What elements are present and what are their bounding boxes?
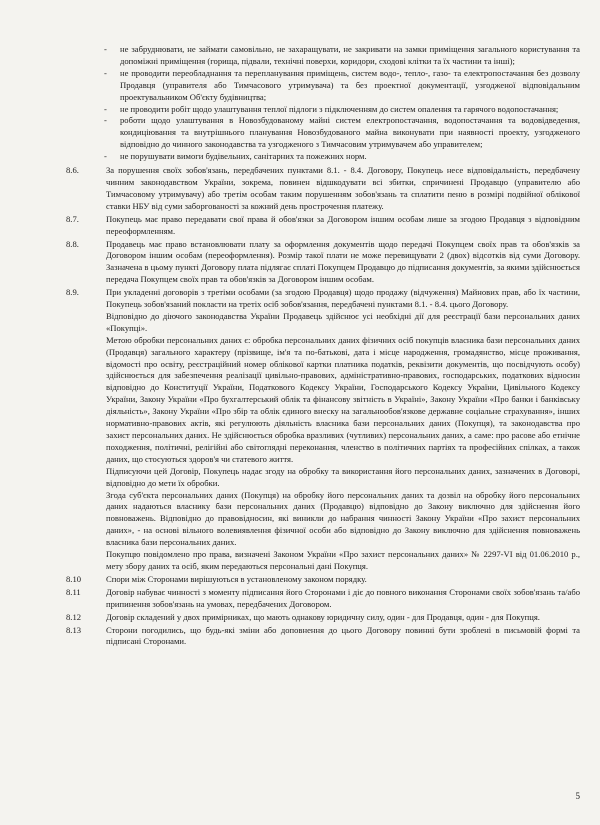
clause-number: 8.10 [66,573,82,584]
list-item: - не порушувати вимоги будівельних, санітарних та пожежних норм. [104,151,367,162]
clause-text: Спори між Сторонами вирішуються в установленому законом порядку. [106,573,367,584]
clause-8-12 [66,612,580,624]
clause-paragraph: Метою обробки персональних даних є: обробка персональних даних фізичних осіб покупців власника бази персональних даних (Продавця) загального характеру (прізвище, ім'я та по-батькові, дата і місце народження, громадянство, місце проживання, відомості про освіту, реєстраційний номер облікової картки платника податків, реквізити документів, що посвідчують особу) здійснюється для забезпечення реалізації цивільно-правових, адміністративно-правових, господарських, податкових відносин відповідно до Конституції України, Податкового Кодексу України, Господарського Кодексу України, Цивільного Кодексу України, Закону України «Про бухгалтерський облік та фінансову звітність в Україні», Закону України «Про банки і банківську діяльність», Закону України «Про збір та облік єдиного внеску на загальнообов'язкове державне соціальне страхування», інших нормативно-правових актів, які регулюють діяльність власника бази персональних даних (Покупця), та законодавства про захист персональних даних. Не здійснюється обробка вразливих (чутливих) персональних даних, а саме: про расове або етнічне походження, політичні, релігійні або світоглядні переконання, членство в політичних партіях та професійних спілках, а також даних, що стосуються здоров'я чи статевого життя. [106,334,580,464]
clause-number: 8.13 [66,624,82,635]
clause-paragraph: Згода суб'єкта персональних даних (Покупця) на обробку його персональних даних та дозвіл на обробку його персональних даних надаються власнику бази персональних даних (Продавцю) відповідно до Закону виключно для здійснення його повноважень. Відповідно до правовідносин, які виникли до набрання чинності Закону України «Про захист персональних даних», - на основі вільного волевиявлення фізичної особи або відповідно до Закону виключно для здійснення повноважень власника бази персональних даних. [106,489,580,548]
clause-text: За порушення своїх зобов'язань, передбачених пунктами 8.1. - 8.4. Договору, Покупець несе відповідальність, передбачену чинним законодавством України, зокрема, повинен відшкодувати всі збитки, спричинені Продавцю (управителю або Тимчасовому утримувачу) або третім особам таким порушенням зобов'язань та сплатити пеню в розмірі подвійної облікової ставки НБУ від суми заборгованості за кожний день прострочення платежу. [106,165,580,211]
clause-number: 8.8. [66,238,79,249]
clause-number: 8.11 [66,586,81,597]
clause-number: 8.12 [66,611,82,622]
list-item: - не проводити робіт щодо улаштування теплої підлоги з підключенням до систем опалення та гарячого водопостачання; [104,103,559,114]
clause-number: 8.6. [66,165,79,176]
page-number: 5 [575,791,580,802]
clause-text: Договір складений у двох примірниках, що мають однакову юридичну силу, один - для Продавця, один - для Покупця. [106,611,540,622]
clause-number: 8.9. [66,287,79,298]
clause-8-8 [66,239,580,287]
clause-8-13 [66,625,580,649]
clause-8-7 [66,214,580,238]
clause-paragraph: Покупцю повідомлено про права, визначені Законом України «Про захист персональних даних» № 2297-VI від 01.06.2010 р., мету збору даних та осіб, яким передаються персональні дані Покупця. [106,549,580,571]
clause-paragraph: Відповідно до діючого законодавства України Продавець здійснює усі необхідні дії для реєстрації бази персональних даних «Покупці». [106,310,580,333]
clause-text: Продавець має право встановлювати плату за оформлення документів щодо передачі Покупцем своїх прав та обов'язків за Договором іншим особам (переоформлення). Розмір такої плати не може перевищувати 2 (двох) відсотків від суми Договору. Зазначена в цьому пункті Договору плата підлягає сплаті Покупцем Продавцю до підписання документів, за якими здійснюється передача Покупцем своїх прав та обов'язків за Договором іншим особам. [106,238,580,285]
clause-8-6 [66,165,580,213]
list-item: - роботи щодо улаштування в Новозбудованому майні систем електропостачання, водопостачання та водовідведення, кондиціювання та внутрішнього планування Новозбудованого майна виконувати при наявності проекту, узгодженого відповідно до чинного законодавства та узгодженого з Тимчасовим утримувачем або управителем; [104,115,580,150]
clause-paragraph: Підписуючи цей Договір, Покупець надає згоду на обробку та використання його персональних даних, зазначених в Договорі, відповідно до мети їх обробки. [106,465,580,488]
obligations-list [66,44,580,163]
clause-text: Сторони погодились, що будь-які зміни або доповнення до цього Договору повинні бути зроблені в письмовій формі та підписані Сторонами. [106,624,580,647]
clause-number: 8.7. [66,213,79,224]
clause-8-11 [66,587,580,611]
clause-8-9 [66,287,580,573]
clause-text: Покупець має право передавати свої права й обов'язки за Договором іншим особам лише за згодою Продавця з відповідним переоформленням. [106,213,580,236]
clause-text: При укладенні договорів з третіми особами (за згодою Продавця) щодо продажу (відчуження) Майнових прав, або їх частини, Покупець зобов'язаний покласти на третіх осіб зобов'язання, передбачені пунктами 8.1. - 8.4. цього Договору. [106,287,580,310]
clause-8-10 [66,574,580,586]
clause-text: Договір набуває чинності з моменту підписання його Сторонами і діє до повного виконання Сторонами своїх зобов'язань та/або припинення зобов'язань на умовах, передбачених Договором. [106,586,580,609]
list-item: - не проводити переобладнання та перепланування приміщень, систем водо-, тепло-, газо- та електропостачання без дозволу Продавця (управителя або Тимчасового утримувача) та без проектної документації, узгодженої відповідальним проектувальником Об'єкту будівництва; [104,67,580,102]
list-item: - не забруднювати, не займати самовільно, не захаращувати, не закривати на замки приміщення загального користування та допоміжні приміщення (горища, підвали, технічні поверхи, коридори, сходові клітки та їх частини та інші); [104,44,580,66]
